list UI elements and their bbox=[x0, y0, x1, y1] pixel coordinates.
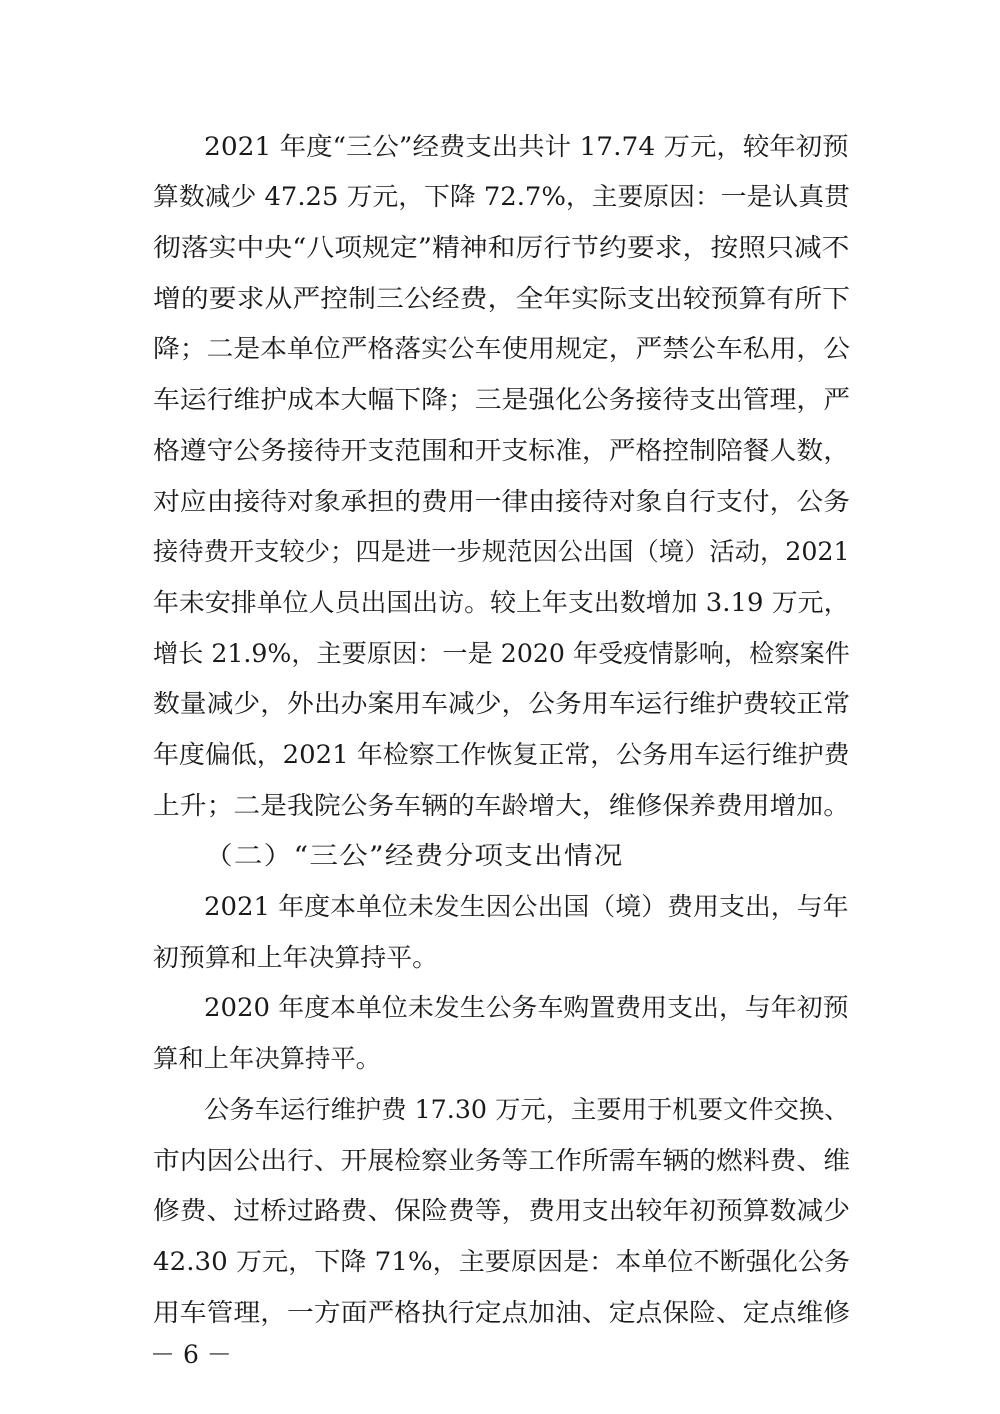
paragraph-1-line-3: 彻落实中央“八项规定”精神和厉行节约要求，按照只减不 bbox=[153, 233, 850, 262]
paragraph-1-line-10: 年未安排单位人员出国出访。较上年支出数增加 3.19 万元， bbox=[153, 588, 850, 617]
paragraph-3-line-1: 2020 年度本单位未发生公务车购置费用支出，与年初预 bbox=[204, 993, 849, 1022]
paragraph-3-line-2: 算和上年决算持平。 bbox=[153, 1044, 382, 1073]
paragraph-1-line-7: 格遵守公务接待开支范围和开支标准，严格控制陪餐人数， bbox=[153, 436, 851, 465]
paragraph-1-line-8: 对应由接待对象承担的费用一律由接待对象自行支付，公务 bbox=[153, 487, 851, 516]
page-number: － 6 － bbox=[150, 1340, 232, 1369]
paragraph-4-line-4: 42.30 万元，下降 71%，主要原因是：本单位不断强化公务 bbox=[153, 1247, 851, 1276]
paragraph-1-line-5: 降；二是本单位严格落实公车使用规定，严禁公车私用，公 bbox=[153, 334, 851, 363]
paragraph-4-line-1: 公务车运行维护费 17.30 万元，主要用于机要文件交换、 bbox=[204, 1095, 850, 1124]
paragraph-1-line-12: 数量减少，外出办案用车减少，公务用车运行维护费较正常 bbox=[153, 689, 851, 718]
paragraph-1-line-6: 车运行维护成本大幅下降；三是强化公务接待支出管理，严 bbox=[153, 385, 851, 414]
section-heading: （二）“三公”经费分项支出情况 bbox=[204, 841, 624, 870]
paragraph-4-line-2: 市内因公出行、开展检察业务等工作所需车辆的燃料费、维 bbox=[153, 1146, 851, 1175]
paragraph-4-line-5: 用车管理，一方面严格执行定点加油、定点保险、定点维修 bbox=[153, 1298, 851, 1327]
paragraph-1-line-4: 增的要求从严控制三公经费，全年实际支出较预算有所下 bbox=[153, 284, 851, 313]
paragraph-1-line-9: 接待费开支较少；四是进一步规范因公出国（境）活动，2021 bbox=[153, 537, 850, 566]
paragraph-1-line-2: 算数减少 47.25 万元，下降 72.7%，主要原因：一是认真贯 bbox=[153, 182, 850, 211]
paragraph-1-line-13: 年度偏低，2021 年检察工作恢复正常，公务用车运行维护费 bbox=[153, 740, 850, 769]
paragraph-1-line-11: 增长 21.9%，主要原因：一是 2020 年受疫情影响，检察案件 bbox=[153, 639, 850, 668]
paragraph-2-line-2: 初预算和上年决算持平。 bbox=[153, 943, 439, 972]
paragraph-1-line-1: 2021 年度“三公”经费支出共计 17.74 万元，较年初预 bbox=[204, 132, 849, 161]
paragraph-1-line-14: 上升；二是我院公务车辆的车龄增大，维修保养费用增加。 bbox=[153, 791, 851, 820]
paragraph-4-line-3: 修费、过桥过路费、保险费等，费用支出较年初预算数减少 bbox=[153, 1196, 851, 1225]
paragraph-2-line-1: 2021 年度本单位未发生因公出国（境）费用支出，与年 bbox=[204, 892, 849, 921]
